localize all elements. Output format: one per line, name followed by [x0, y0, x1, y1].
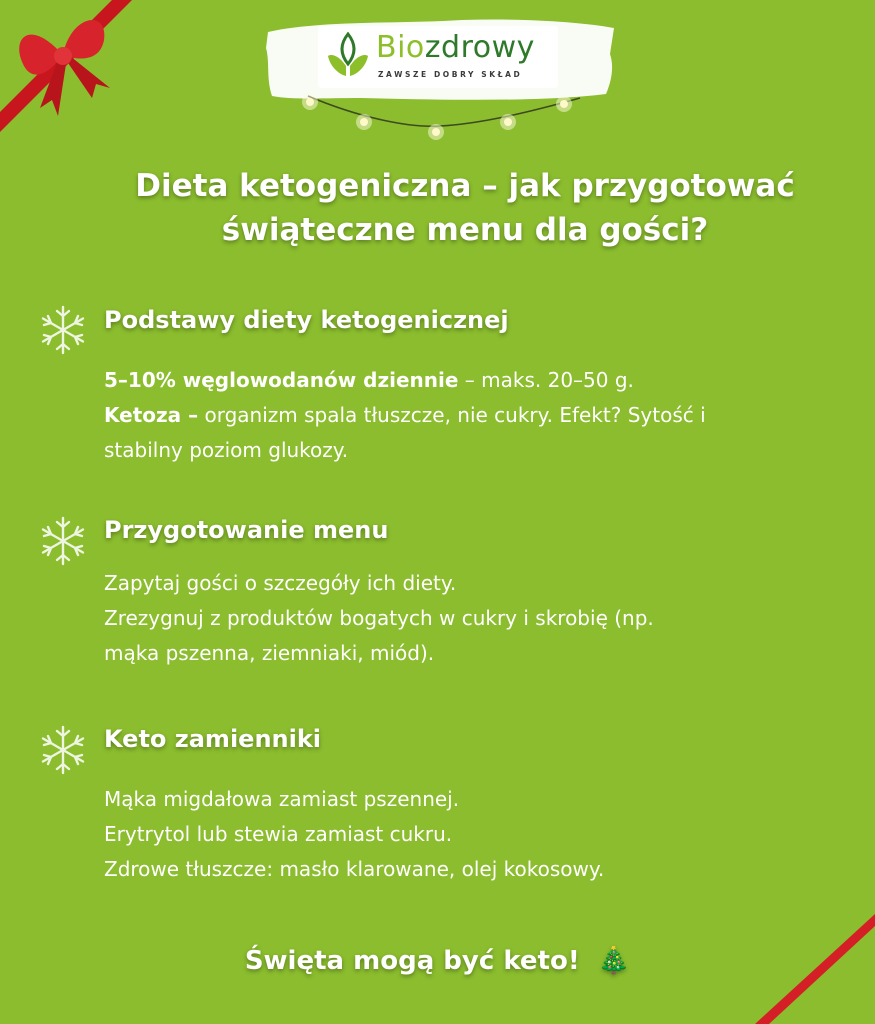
brand-name: Biozdrowy	[376, 30, 535, 65]
brand-tagline: ZAWSZE DOBRY SKŁAD	[378, 70, 523, 79]
closing-line: Święta mogą być keto! 🎄	[244, 946, 631, 976]
section-body: Zapytaj gości o szczegóły ich diety. Zrezygnuj z produktów bogatych w cukry i skrobię (np. mąka pszenna, ziemniaki, miód).	[104, 571, 654, 665]
section-body: Mąka migdałowa zamiast pszennej. Erytrytol lub stewia zamiast cukru. Zdrowe tłuszcze: masło klarowane, olej kokosowy.	[104, 787, 605, 881]
snowflake-icon	[38, 305, 88, 355]
string-lights-icon	[300, 88, 590, 142]
brand-logo	[318, 26, 558, 88]
section-heading: Podstawy diety ketogenicznej	[104, 306, 509, 334]
leaf-logo-icon	[326, 32, 370, 82]
page-title: Dieta ketogeniczna – jak przygotować świąteczne menu dla gości?	[135, 168, 795, 248]
snowflake-icon	[38, 725, 88, 775]
section-heading: Przygotowanie menu	[104, 516, 389, 544]
ribbon-bow-icon	[0, 0, 140, 140]
snowflake-icon	[38, 516, 88, 566]
christmas-tree-icon: 🎄	[597, 946, 631, 976]
section-body: 5–10% węglowodanów dziennie – maks. 20–50 g. Ketoza – organizm spala tłuszcze, nie cukry. Efekt? Sytość i stabilny poziom glukozy.	[104, 368, 706, 462]
section-heading: Keto zamienniki	[104, 725, 322, 753]
